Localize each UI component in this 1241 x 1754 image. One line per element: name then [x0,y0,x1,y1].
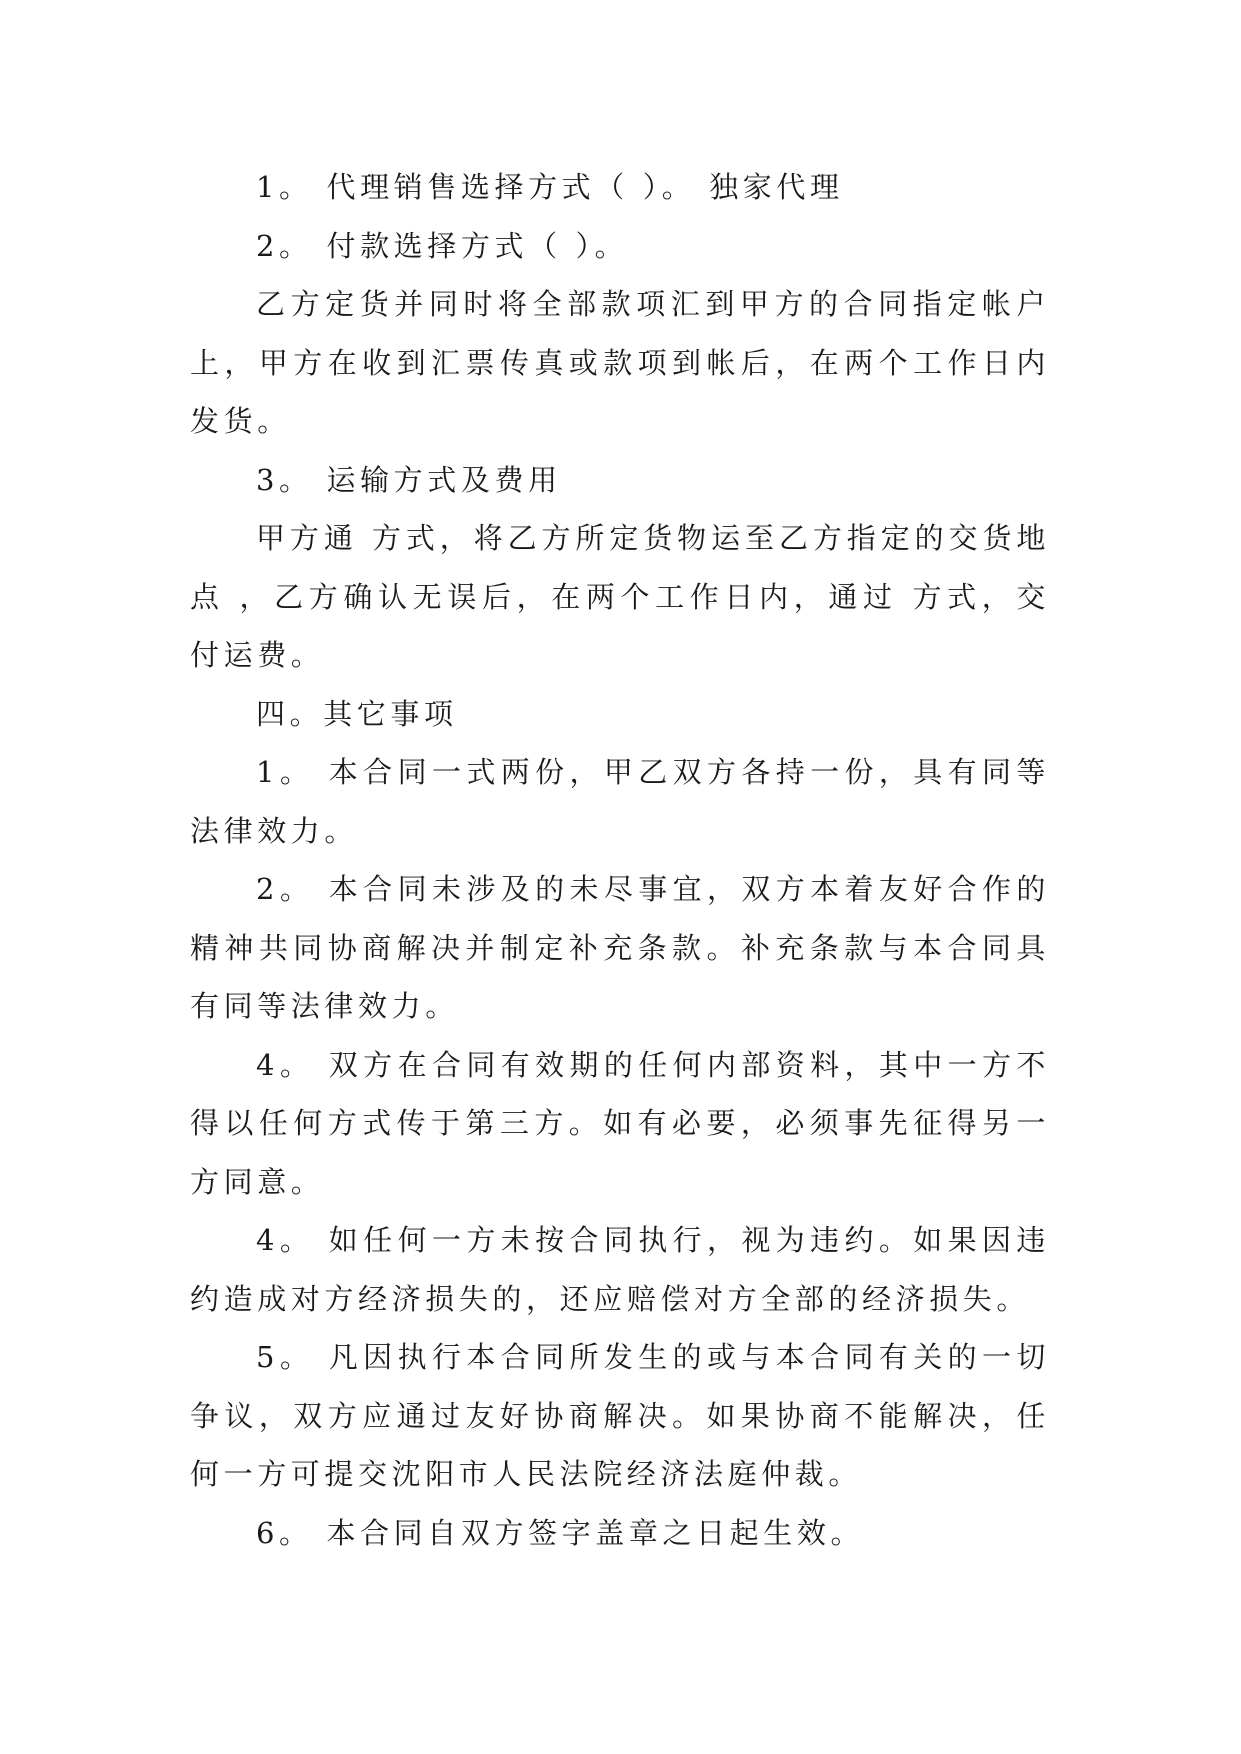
paragraph-copies: 1。 本合同一式两份，甲乙双方各持一份，具有同等法律效力。 [190,755,1050,848]
paragraph-payment-method: 2。 付款选择方式（ ）。 [256,228,629,263]
paragraph-breach: 4。 如任何一方未按合同执行，视为违约。如果因违约造成对方经济损失的，还应赔偿对方全部的经济损失。 [190,1223,1050,1316]
paragraph-confidentiality: 4。 双方在合同有效期的任何内部资料，其中一方不得以任何方式传于第三方。如有必要，必须事先征得另一方同意。 [190,1047,1050,1199]
section-heading-other-matters: 四。其它事项 [256,696,458,731]
paragraph-transport-details: 甲方通 方式，将乙方所定货物运至乙方指定的交货地点 ，乙方确认无误后，在两个工作日内，通过 方式，交付运费。 [190,521,1050,672]
paragraph-effective-date: 6。 本合同自双方签字盖章之日起生效。 [256,1515,865,1550]
paragraph-dispute-resolution: 5。 凡因执行本合同所发生的或与本合同有关的一切争议，双方应通过友好协商解决。如果协商不能解决，任何一方可提交沈阳市人民法院经济法庭仲裁。 [190,1340,1050,1491]
paragraph-supplementary-terms: 2。 本合同未涉及的未尽事宜，双方本着友好合作的精神共同协商解决并制定补充条款。补充条款与本合同具有同等法律效力。 [190,872,1050,1023]
paragraph-payment-details: 乙方定货并同时将全部款项汇到甲方的合同指定帐户上，甲方在收到汇票传真或款项到帐后，在两个工作日内发货。 [190,287,1050,438]
paragraph-transport-heading: 3。 运输方式及费用 [256,462,562,497]
paragraph-agency-sales-method: 1。 代理销售选择方式（ ）。 独家代理 [256,170,844,204]
document-body [190,158,1050,1562]
